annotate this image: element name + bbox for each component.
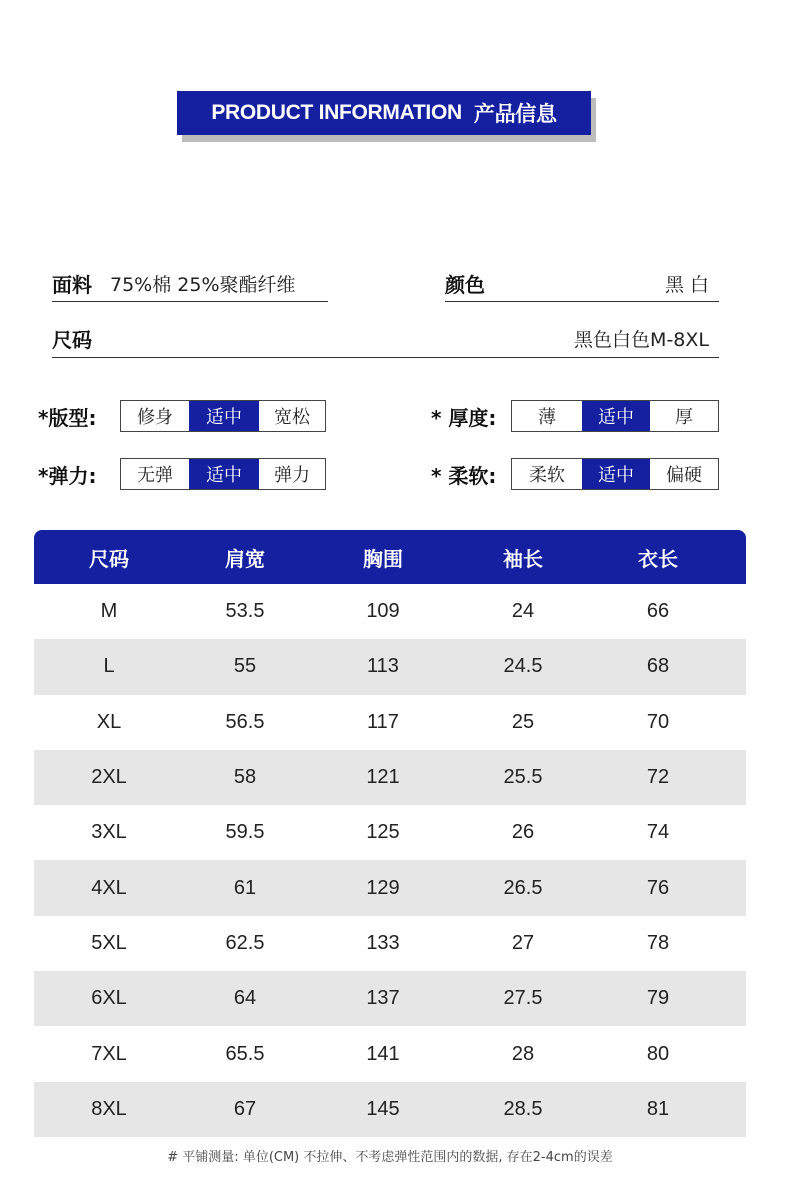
cell-chest: 117 [367, 710, 399, 733]
fabric-value: 75%棉 25%聚酯纤维 [110, 274, 296, 296]
section-title [177, 91, 591, 137]
header-shoulder: 肩宽 [225, 546, 265, 571]
cell-size: M [100, 600, 118, 623]
softness-option-medium[interactable]: 适中 [582, 459, 650, 489]
cell-size: 5XL [91, 931, 127, 954]
cell-size: XL [96, 710, 122, 733]
thickness-option-row [431, 400, 719, 432]
header-chest: 胸围 [363, 546, 403, 571]
cell-size: 6XL [91, 987, 127, 1010]
cell-chest: 141 [366, 1042, 400, 1065]
cell-chest: 121 [366, 766, 400, 789]
cell-sleeve: 28 [511, 1042, 535, 1065]
cell-length: 79 [646, 987, 670, 1010]
size-label: 尺码 [52, 328, 92, 352]
cell-chest: 133 [366, 931, 400, 954]
cell-sleeve: 24 [511, 600, 535, 623]
cell-chest: 113 [367, 655, 399, 678]
cell-shoulder: 62.5 [225, 931, 265, 954]
elasticity-label: *弹力: [38, 463, 97, 488]
title-banner [177, 91, 591, 135]
thickness-selector [511, 400, 719, 432]
cell-length: 80 [646, 1042, 670, 1065]
cell-chest: 109 [366, 600, 400, 623]
cell-chest: 137 [366, 987, 400, 1010]
cell-sleeve: 26 [511, 821, 535, 844]
cell-size: L [103, 655, 115, 678]
cell-size: 3XL [91, 821, 127, 844]
fabric-label: 面料 [52, 273, 92, 297]
size-row [52, 320, 719, 358]
cell-sleeve: 24.5 [503, 655, 543, 678]
cell-sleeve: 25.5 [503, 766, 543, 789]
cell-size: 7XL [91, 1042, 127, 1065]
softness-option-row [431, 458, 719, 490]
cell-sleeve: 27.5 [503, 987, 543, 1010]
fit-option-row [38, 400, 326, 432]
thickness-label: * 厚度: [431, 405, 497, 430]
header-size: 尺码 [89, 546, 129, 571]
cell-shoulder: 64 [233, 987, 257, 1010]
table-row [34, 584, 746, 639]
cell-shoulder: 53.5 [225, 600, 265, 623]
table-row [34, 1026, 746, 1081]
thickness-option-thick[interactable]: 厚 [675, 407, 693, 428]
table-row [34, 916, 746, 971]
cell-sleeve: 27 [511, 931, 535, 954]
fit-option-slim[interactable]: 修身 [137, 407, 173, 428]
cell-sleeve: 26.5 [503, 876, 543, 899]
cell-length: 74 [646, 821, 670, 844]
thickness-option-thin[interactable]: 薄 [538, 407, 556, 428]
cell-size: 2XL [91, 766, 127, 789]
fit-option-loose[interactable]: 宽松 [274, 407, 310, 428]
size-table-body [34, 584, 746, 1137]
elasticity-option-row [38, 458, 326, 490]
cell-shoulder: 56.5 [225, 710, 265, 733]
elasticity-option-medium[interactable]: 适中 [189, 459, 259, 489]
cell-size: 8XL [91, 1097, 127, 1120]
color-value: 黑 白 [664, 274, 709, 296]
table-row [34, 805, 746, 860]
table-row [34, 860, 746, 915]
elasticity-option-none[interactable]: 无弹 [137, 465, 173, 486]
cell-shoulder: 61 [233, 876, 257, 899]
cell-sleeve: 28.5 [503, 1097, 543, 1120]
measurement-note: # 平铺测量: 单位(CM) 不拉伸、不考虑弹性范围内的数据, 存在2-4cm的误差 [167, 1149, 613, 1165]
color-row [445, 266, 719, 302]
cell-length: 70 [646, 710, 670, 733]
fit-option-regular[interactable]: 适中 [189, 401, 259, 431]
elasticity-option-stretch[interactable]: 弹力 [274, 465, 310, 486]
header-sleeve: 袖长 [503, 546, 543, 571]
cell-length: 66 [646, 600, 670, 623]
cell-chest: 129 [366, 876, 400, 899]
table-row [34, 1082, 746, 1137]
cell-length: 76 [646, 876, 670, 899]
size-value: 黑色白色M-8XL [574, 329, 709, 351]
softness-option-firm[interactable]: 偏硬 [666, 465, 702, 486]
cell-chest: 145 [366, 1097, 400, 1120]
fabric-row [52, 266, 328, 302]
cell-shoulder: 65.5 [225, 1042, 265, 1065]
cell-length: 81 [646, 1097, 670, 1120]
title-chinese: 产品信息 [473, 103, 557, 126]
title-english: PRODUCT INFORMATION [211, 101, 462, 124]
softness-label: * 柔软: [431, 463, 497, 488]
softness-option-soft[interactable]: 柔软 [529, 465, 565, 486]
fit-label: *版型: [38, 405, 97, 430]
cell-shoulder: 55 [233, 655, 257, 678]
softness-selector [511, 458, 719, 490]
cell-shoulder: 59.5 [225, 821, 265, 844]
cell-sleeve: 25 [511, 710, 535, 733]
header-length: 衣长 [638, 546, 678, 571]
cell-chest: 125 [366, 821, 400, 844]
cell-length: 72 [646, 766, 670, 789]
size-table-header [34, 530, 746, 584]
cell-shoulder: 67 [233, 1097, 257, 1120]
fit-selector [120, 400, 326, 432]
elasticity-selector [120, 458, 326, 490]
table-row [34, 750, 746, 805]
table-row [34, 639, 746, 694]
cell-length: 68 [646, 655, 670, 678]
table-row [34, 971, 746, 1026]
cell-length: 78 [646, 931, 670, 954]
color-label: 颜色 [445, 273, 485, 297]
cell-shoulder: 58 [233, 766, 257, 789]
thickness-option-medium[interactable]: 适中 [582, 401, 650, 431]
table-row [34, 695, 746, 750]
cell-size: 4XL [91, 876, 127, 899]
